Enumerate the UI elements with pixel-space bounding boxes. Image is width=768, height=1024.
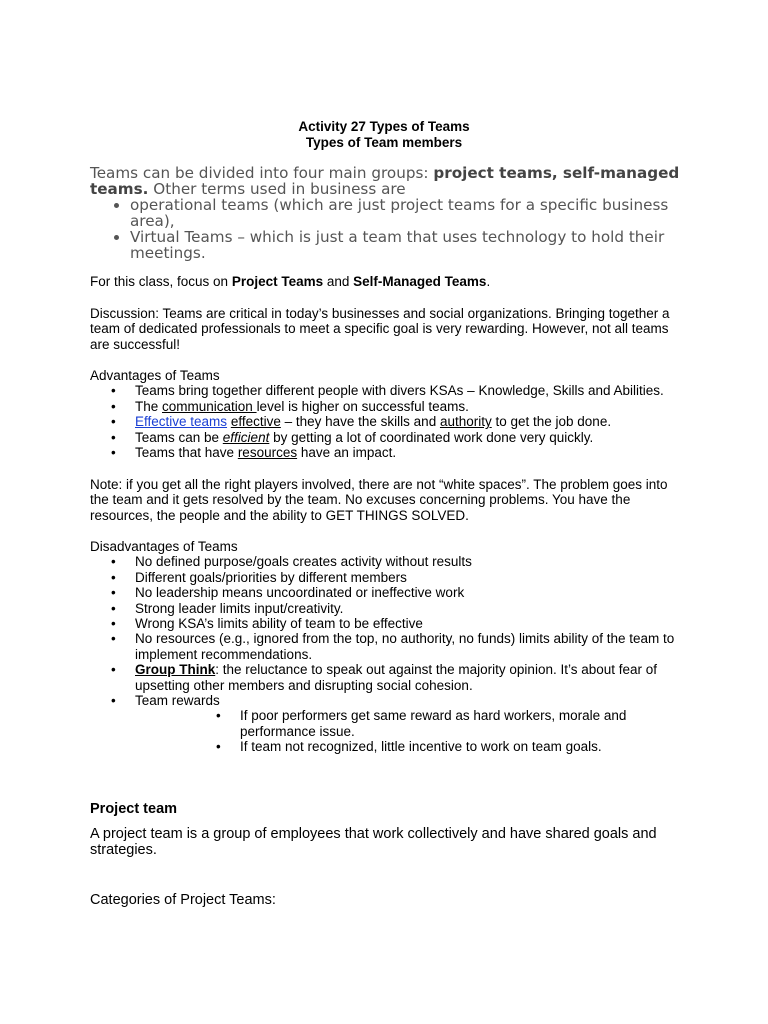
effective-teams-link[interactable]: Effective teams <box>135 414 228 430</box>
advantage-item: • Teams that have resources have an impact. <box>135 445 680 460</box>
intro-lead: Teams can be divided into four main groups: <box>90 164 434 182</box>
advantages-list <box>90 383 680 460</box>
disadvantage-item: • Different goals/priorities by different members <box>135 570 680 585</box>
document-title <box>0 119 768 151</box>
group-think-term: Group Think <box>135 662 216 678</box>
project-team-heading: Project team <box>90 801 178 817</box>
discussion-paragraph: Discussion: Teams are critical in today’s businesses and social organizations. Bringing together a team of dedicated professionals to meet a specific goal is very rewarding. However, not all teams are successful! <box>90 306 670 352</box>
advantages-section <box>90 368 680 460</box>
intro-paragraph <box>90 165 690 261</box>
categories-heading: Categories of Project Teams: <box>90 892 276 908</box>
advantage-item: • Effective teams effective – they have the skills and authority to get the job done. <box>135 414 680 429</box>
advantages-heading: Advantages of Teams <box>90 368 220 383</box>
disadvantage-item: • Group Think: the reluctance to speak out against the majority opinion. It’s about fear of upsetting other members and disrupting social cohesion. <box>135 662 680 693</box>
disadvantage-item: • Strong leader limits input/creativity. <box>135 601 680 616</box>
advantage-item: • Teams bring together different people with divers KSAs – Knowledge, Skills and Abilities. <box>135 383 680 398</box>
focus-project-teams: Project Teams <box>231 274 324 289</box>
title-line-2: Types of Team members <box>305 135 463 150</box>
intro-item-operational: • operational teams (which are just project teams for a specific business area), <box>130 197 690 229</box>
disadvantage-item: • No resources (e.g., ignored from the top, no authority, no funds) limits ability of the team to implement recommendations. <box>135 631 680 662</box>
disadvantage-item: • Wrong KSA’s limits ability of team to be effective <box>135 616 680 631</box>
team-rewards-subitem: • If team not recognized, little incentive to work on team goals. <box>240 739 680 754</box>
intro-list <box>90 197 690 261</box>
team-rewards-sublist <box>90 708 680 754</box>
focus-line: For this class, focus on Project Teams and Self-Managed Teams. <box>90 274 491 289</box>
note-paragraph: Note: if you get all the right players involved, there are not “white spaces”. The problem goes into the team and it gets resolved by the team. No excuses concerning problems. You have the resources, the people and the ability to GET THINGS SOLVED. <box>90 477 668 523</box>
title-line-1: Activity 27 Types of Teams <box>298 119 470 134</box>
project-team-paragraph: A project team is a group of employees that work collectively and have shared goals and strategies. <box>90 826 657 858</box>
disadvantage-item: • No defined purpose/goals creates activity without results <box>135 554 680 569</box>
focus-self-managed: Self-Managed Teams <box>353 274 487 289</box>
advantage-item: • Teams can be efficient by getting a lot of coordinated work done very quickly. <box>135 430 680 445</box>
disadvantages-heading: Disadvantages of Teams <box>90 539 238 554</box>
disadvantage-item: • Team rewards <box>135 693 680 708</box>
intro-tail: Other terms used in business are <box>148 180 406 198</box>
intro-groups: project teams, self-managed teams. <box>90 164 680 198</box>
disadvantage-item: • No leadership means uncoordinated or ineffective work <box>135 585 680 600</box>
disadvantages-list <box>90 554 680 708</box>
team-rewards-subitem: • If poor performers get same reward as hard workers, morale and performance issue. <box>240 708 680 739</box>
intro-item-virtual: • Virtual Teams – which is just a team that uses technology to hold their meetings. <box>130 229 690 261</box>
disadvantages-section <box>90 539 680 755</box>
advantage-item: • The communication level is higher on successful teams. <box>135 399 680 414</box>
